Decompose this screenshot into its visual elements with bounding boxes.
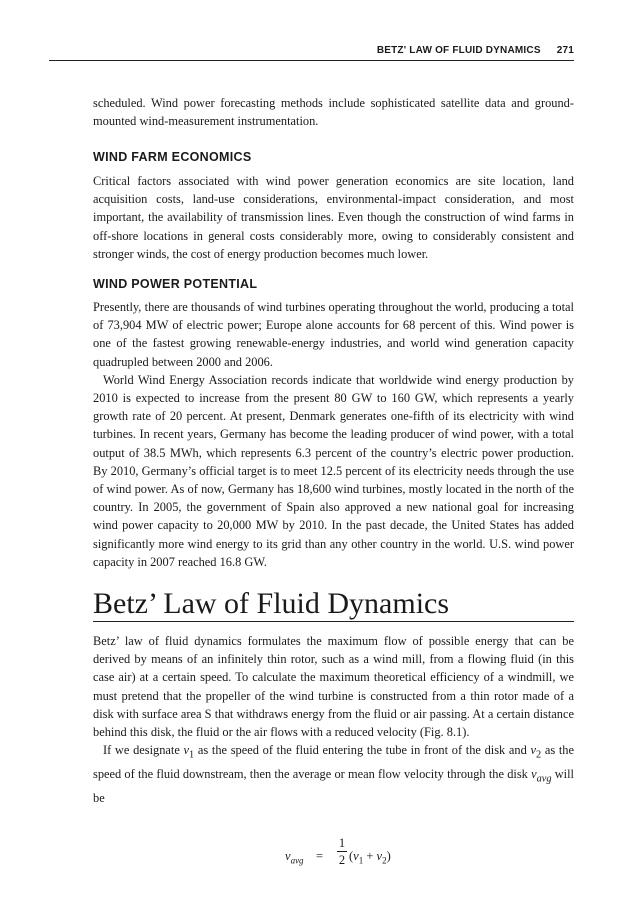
equation-rhs: [349, 849, 391, 866]
wind-power-potential-block: [93, 298, 574, 571]
running-head: [49, 44, 574, 61]
symbol-vavg: v: [531, 766, 537, 781]
heading-wind-farm-economics: WIND FARM ECONOMICS: [93, 150, 252, 164]
text-run: as the speed of the fluid downstream, then the average or mean flow velocity through the disk: [93, 743, 574, 781]
fraction-numerator: 1: [338, 836, 346, 850]
equation-vavg: [285, 836, 445, 876]
equation-equals: =: [316, 849, 324, 863]
symbol-v2: v: [530, 743, 536, 758]
text-run: as the speed of the fluid entering the tube in front of the disk and: [194, 743, 531, 758]
heading-wind-power-potential: WIND POWER POTENTIAL: [93, 277, 258, 291]
betz-law-block: [93, 632, 574, 807]
term-v1-subscript: 1: [358, 855, 364, 866]
intro-paragraph: scheduled. Wind power forecasting methods include sophisticated satellite data and ground-mounted wind-measurement instrumentation.: [93, 96, 574, 129]
wind-farm-economics-paragraph: Critical factors associated with wind power generation economics are site location, land acquisition costs, land-use considerations, environmental-impact consideration, and most important, the availability of transmission lines. Even though the construction of wind farms in off-shore locations in general costs considerably more, owing to considerably consistent and stronger winds, the cost of energy production becomes much lower.: [93, 174, 574, 261]
text-run: If we designate: [103, 743, 184, 758]
plus-sign: +: [363, 849, 377, 863]
betz-law-paragraph-2: [93, 741, 574, 807]
symbol-v2-subscript: 2: [536, 749, 542, 761]
term-v2: v: [376, 849, 383, 863]
equation-fraction: [337, 836, 347, 867]
wind-power-potential-paragraph-2: World Wind Energy Association records indicate that worldwide wind energy production by 2010 is expected to increase from the present 80 GW to 160 GW, which represents a yearly growth rate of 20 percent. At present, Denmark generates one-fifth of its electricity with wind turbines. In recent years, Germany has become the leading producer of wind power, with a total output of 38.5 MWh, which represents 6.3 percent of the country’s electric power production. By 2010, Germany’s official target is to meet 12.5 percent of its electricity needs through the use of wind power. As of now, Germany has 18,600 wind turbines, mostly located in the north of the country. In 2005, the government of Spain also approved a new national goal for increasing wind power capacity to 20,000 MW by 2010. In the past decade, the United States has added significantly more wind energy to its grid than any other country in the world. U.S. wind power capacity in 2007 reached 16.8 GW.: [93, 372, 574, 569]
fraction-denominator: 2: [338, 853, 346, 867]
running-head-title: BETZ' LAW OF FLUID DYNAMICS: [376, 45, 541, 56]
wind-farm-economics-block: [93, 172, 574, 263]
betz-law-paragraph-1: Betz’ law of fluid dynamics formulates the maximum flow of possible energy that can be derived by means of an infinitely thin rotor, such as a wind mill, from a flowing fluid (in this case air) at a certain speed. To calculate the maximum theoretical efficiency of a windmill, we must pretend that the propeller of the wind turbine is constructed from a thin rotor made of a disk with surface area S that withdraws energy from the fluid or air passing. At a certain distance behind this disk, the fluid or the air flows with a reduced velocity (Fig. 8.1).: [93, 634, 574, 740]
symbol-v1: v: [183, 743, 190, 758]
text-run: will be: [93, 766, 574, 805]
equation-lhs: [285, 849, 304, 866]
section-title-betz-law: Betz’ Law of Fluid Dynamics: [93, 587, 574, 622]
equation-lhs-subscript: avg: [290, 855, 304, 866]
page-number: 271: [556, 45, 574, 56]
symbol-vavg-subscript: avg: [536, 773, 552, 785]
open-paren: (: [349, 849, 354, 863]
term-v1: v: [353, 849, 359, 863]
equation-lhs-symbol: v: [285, 849, 291, 863]
term-v2-subscript: 2: [382, 855, 387, 866]
symbol-v1-subscript: 1: [189, 749, 195, 761]
intro-paragraph-block: [93, 94, 574, 130]
close-paren: ): [386, 849, 391, 863]
wind-power-potential-paragraph-1: Presently, there are thousands of wind turbines operating throughout the world, producing a total of 73,904 MW of electric power; Europe alone accounts for 68 percent of this. Wind power is one of the fastest growing renewable-energy industries, and world wind generation capacity quadrupled between 2000 and 2006.: [93, 300, 574, 369]
fraction-bar: [337, 851, 347, 852]
